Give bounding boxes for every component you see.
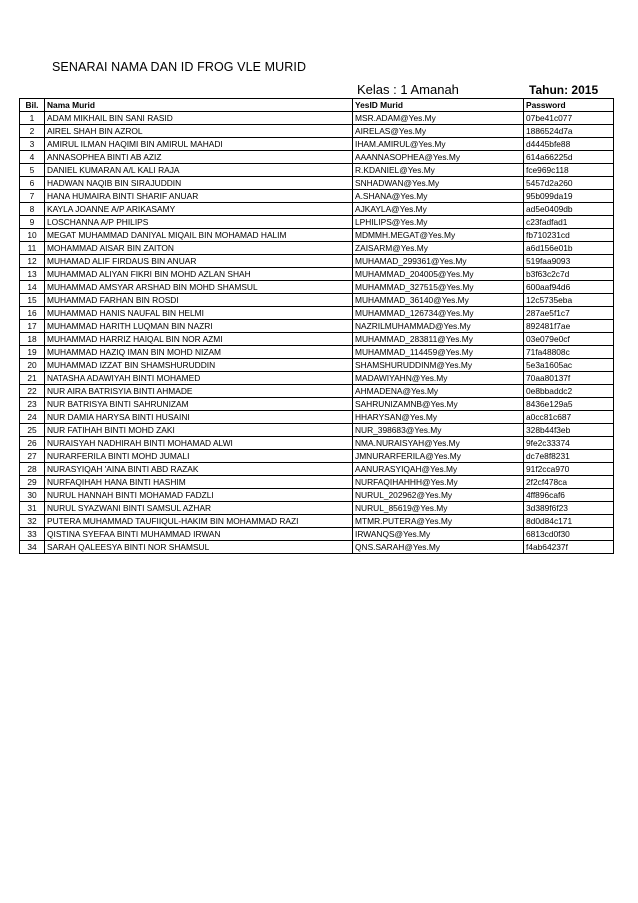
table-row (20, 255, 614, 268)
row-number: 6 (20, 177, 45, 190)
row-number: 3 (20, 138, 45, 151)
student-table (19, 98, 614, 554)
password: 614a66225d (524, 151, 614, 164)
student-name: MEGAT MUHAMMAD DANIYAL MIQAIL BIN MOHAMAD HALIM (45, 229, 353, 242)
row-number: 9 (20, 216, 45, 229)
table-row (20, 489, 614, 502)
table-row (20, 333, 614, 346)
row-number: 34 (20, 541, 45, 554)
student-name: MUHAMMAD HAZIQ IMAN BIN MOHD NIZAM (45, 346, 353, 359)
password: d4445bfe88 (524, 138, 614, 151)
password: a6d156e01b (524, 242, 614, 255)
yesid: MUHAMAD_299361@Yes.My (353, 255, 524, 268)
table-row (20, 138, 614, 151)
password: 3d389f6f23 (524, 502, 614, 515)
student-name: AMIRUL ILMAN HAQIMI BIN AMIRUL MAHADI (45, 138, 353, 151)
yesid: ZAISARM@Yes.My (353, 242, 524, 255)
password: 328b44f3eb (524, 424, 614, 437)
table-row (20, 502, 614, 515)
row-number: 21 (20, 372, 45, 385)
table-row (20, 203, 614, 216)
yesid: NMA.NURAISYAH@Yes.My (353, 437, 524, 450)
password: 8436e129a5 (524, 398, 614, 411)
student-name: KAYLA JOANNE A/P ARIKASAMY (45, 203, 353, 216)
password: 2f2cf478ca (524, 476, 614, 489)
password: f4ab64237f (524, 541, 614, 554)
password: 71fa48808c (524, 346, 614, 359)
student-name: NURAISYAH NADHIRAH BINTI MOHAMAD ALWI (45, 437, 353, 450)
student-name: DANIEL KUMARAN A/L KALI RAJA (45, 164, 353, 177)
table-row (20, 359, 614, 372)
yesid: NURUL_202962@Yes.My (353, 489, 524, 502)
row-number: 25 (20, 424, 45, 437)
yesid: MUHAMMAD_327515@Yes.My (353, 281, 524, 294)
yesid: IHAM.AMIRUL@Yes.My (353, 138, 524, 151)
student-name: NUR DAMIA HARYSA BINTI HUSAINI (45, 411, 353, 424)
student-name: MUHAMMAD ALIYAN FIKRI BIN MOHD AZLAN SHAH (45, 268, 353, 281)
password: 07be41c077 (524, 112, 614, 125)
yesid: MUHAMMAD_36140@Yes.My (353, 294, 524, 307)
password: 03e079e0cf (524, 333, 614, 346)
yesid: LPHILIPS@Yes.My (353, 216, 524, 229)
yesid: SAHRUNIZAMNB@Yes.My (353, 398, 524, 411)
yesid: IRWANQS@Yes.My (353, 528, 524, 541)
row-number: 8 (20, 203, 45, 216)
yesid: JMNURARFERILA@Yes.My (353, 450, 524, 463)
table-row (20, 190, 614, 203)
password: 1886524d7a (524, 125, 614, 138)
yesid: MUHAMMAD_283811@Yes.My (353, 333, 524, 346)
table-row (20, 151, 614, 164)
yesid: MUHAMMAD_114459@Yes.My (353, 346, 524, 359)
yesid: AJKAYLA@Yes.My (353, 203, 524, 216)
student-name: MUHAMMAD HARITH LUQMAN BIN NAZRI (45, 320, 353, 333)
row-number: 13 (20, 268, 45, 281)
password: 6813cd0f30 (524, 528, 614, 541)
student-name: AIREL SHAH BIN AZROL (45, 125, 353, 138)
student-name: NUR AIRA BATRISYIA BINTI AHMADE (45, 385, 353, 398)
header-bil: Bil. (20, 99, 45, 112)
row-number: 11 (20, 242, 45, 255)
student-name: NURFAQIHAH HANA BINTI HASHIM (45, 476, 353, 489)
student-name: NURUL SYAZWANI BINTI SAMSUL AZHAR (45, 502, 353, 515)
row-number: 30 (20, 489, 45, 502)
header-nama-murid: Nama Murid (45, 99, 353, 112)
table-row (20, 242, 614, 255)
student-name: HANA HUMAIRA BINTI SHARIF ANUAR (45, 190, 353, 203)
password: 70aa80137f (524, 372, 614, 385)
password: 892481f7ae (524, 320, 614, 333)
yesid: MUHAMMAD_126734@Yes.My (353, 307, 524, 320)
year-label: Tahun: 2015 (529, 83, 599, 97)
table-row (20, 424, 614, 437)
table-row (20, 125, 614, 138)
yesid: NURUL_85619@Yes.My (353, 502, 524, 515)
student-name: MUHAMMAD FARHAN BIN ROSDI (45, 294, 353, 307)
header-password: Password (524, 99, 614, 112)
yesid: QNS.SARAH@Yes.My (353, 541, 524, 554)
student-name: ANNASOPHEA BINTI AB AZIZ (45, 151, 353, 164)
row-number: 28 (20, 463, 45, 476)
table-row (20, 307, 614, 320)
table-row (20, 320, 614, 333)
table-row (20, 463, 614, 476)
row-number: 19 (20, 346, 45, 359)
student-name: ADAM MIKHAIL BIN SANI RASID (45, 112, 353, 125)
yesid: NAZRILMUHAMMAD@Yes.My (353, 320, 524, 333)
table-row (20, 515, 614, 528)
row-number: 22 (20, 385, 45, 398)
yesid: MSR.ADAM@Yes.My (353, 112, 524, 125)
student-name: NUR FATIHAH BINTI MOHD ZAKI (45, 424, 353, 437)
table-row (20, 216, 614, 229)
row-number: 23 (20, 398, 45, 411)
yesid: HHARYSAN@Yes.My (353, 411, 524, 424)
password: 5457d2a260 (524, 177, 614, 190)
document-title: SENARAI NAMA DAN ID FROG VLE MURID (52, 60, 307, 74)
student-name: SARAH QALEESYA BINTI NOR SHAMSUL (45, 541, 353, 554)
yesid: AIRELAS@Yes.My (353, 125, 524, 138)
table-row (20, 476, 614, 489)
table-row (20, 372, 614, 385)
password: b3f63c2c7d (524, 268, 614, 281)
student-name: MUHAMMAD AMSYAR ARSHAD BIN MOHD SHAMSUL (45, 281, 353, 294)
student-name: PUTERA MUHAMMAD TAUFIIQUL-HAKIM BIN MOHAMMAD RAZI (45, 515, 353, 528)
yesid: AAANNASOPHEA@Yes.My (353, 151, 524, 164)
row-number: 24 (20, 411, 45, 424)
student-name: MUHAMMAD IZZAT BIN SHAMSHURUDDIN (45, 359, 353, 372)
student-name: HADWAN NAQIB BIN SIRAJUDDIN (45, 177, 353, 190)
table-row (20, 294, 614, 307)
student-name: QISTINA SYEFAA BINTI MUHAMMAD IRWAN (45, 528, 353, 541)
yesid: MADAWIYAHN@Yes.My (353, 372, 524, 385)
row-number: 14 (20, 281, 45, 294)
table-body (20, 112, 614, 554)
student-name: MOHAMMAD AISAR BIN ZAITON (45, 242, 353, 255)
password: 12c5735eba (524, 294, 614, 307)
password: fb710231cd (524, 229, 614, 242)
header-yesid-murid: YesID Murid (353, 99, 524, 112)
password: 519faa9093 (524, 255, 614, 268)
password: 600aaf94d6 (524, 281, 614, 294)
row-number: 15 (20, 294, 45, 307)
yesid: MDMMH.MEGAT@Yes.My (353, 229, 524, 242)
yesid: MTMR.PUTERA@Yes.My (353, 515, 524, 528)
row-number: 4 (20, 151, 45, 164)
row-number: 26 (20, 437, 45, 450)
row-number: 18 (20, 333, 45, 346)
table-row (20, 112, 614, 125)
yesid: NUR_398683@Yes.My (353, 424, 524, 437)
table-row (20, 450, 614, 463)
class-label: Kelas : 1 Amanah (357, 82, 459, 97)
password: 91f2cca970 (524, 463, 614, 476)
table-row (20, 177, 614, 190)
row-number: 31 (20, 502, 45, 515)
yesid: AHMADENA@Yes.My (353, 385, 524, 398)
password: ad5e0409db (524, 203, 614, 216)
yesid: MUHAMMAD_204005@Yes.My (353, 268, 524, 281)
row-number: 10 (20, 229, 45, 242)
student-name: NURASYIQAH 'AINA BINTI ABD RAZAK (45, 463, 353, 476)
table-row (20, 268, 614, 281)
student-name: NURUL HANNAH BINTI MOHAMAD FADZLI (45, 489, 353, 502)
table-row (20, 385, 614, 398)
password: 8d0d84c171 (524, 515, 614, 528)
row-number: 32 (20, 515, 45, 528)
password: fce969c118 (524, 164, 614, 177)
password: 5e3a1605ac (524, 359, 614, 372)
password: 95b099da19 (524, 190, 614, 203)
table-row (20, 528, 614, 541)
row-number: 2 (20, 125, 45, 138)
yesid: R.KDANIEL@Yes.My (353, 164, 524, 177)
row-number: 20 (20, 359, 45, 372)
password: c23fadfad1 (524, 216, 614, 229)
password: dc7e8f8231 (524, 450, 614, 463)
row-number: 33 (20, 528, 45, 541)
row-number: 27 (20, 450, 45, 463)
table-row (20, 229, 614, 242)
student-name: MUHAMMAD HARRIZ HAIQAL BIN NOR AZMI (45, 333, 353, 346)
row-number: 7 (20, 190, 45, 203)
yesid: SHAMSHURUDDINM@Yes.My (353, 359, 524, 372)
password: 0e8bbaddc2 (524, 385, 614, 398)
student-name: MUHAMAD ALIF FIRDAUS BIN ANUAR (45, 255, 353, 268)
password: a0cc81c687 (524, 411, 614, 424)
yesid: AANURASYIQAH@Yes.My (353, 463, 524, 476)
student-name: NATASHA ADAWIYAH BINTI MOHAMED (45, 372, 353, 385)
row-number: 12 (20, 255, 45, 268)
row-number: 5 (20, 164, 45, 177)
table-row (20, 541, 614, 554)
table-row (20, 411, 614, 424)
table-row (20, 281, 614, 294)
row-number: 16 (20, 307, 45, 320)
yesid: SNHADWAN@Yes.My (353, 177, 524, 190)
yesid: A.SHANA@Yes.My (353, 190, 524, 203)
table-row (20, 164, 614, 177)
student-name: NUR BATRISYA BINTI SAHRUNIZAM (45, 398, 353, 411)
yesid: NURFAQIHAHHH@Yes.My (353, 476, 524, 489)
table-header-row (20, 99, 614, 112)
password: 287ae5f1c7 (524, 307, 614, 320)
row-number: 1 (20, 112, 45, 125)
table-row (20, 437, 614, 450)
student-name: LOSCHANNA A/P PHILIPS (45, 216, 353, 229)
row-number: 29 (20, 476, 45, 489)
row-number: 17 (20, 320, 45, 333)
student-name: NURARFERILA BINTI MOHD JUMALI (45, 450, 353, 463)
password: 9fe2c33374 (524, 437, 614, 450)
password: 4ff896caf6 (524, 489, 614, 502)
table-row (20, 346, 614, 359)
student-name: MUHAMMAD HANIS NAUFAL BIN HELMI (45, 307, 353, 320)
table-row (20, 398, 614, 411)
